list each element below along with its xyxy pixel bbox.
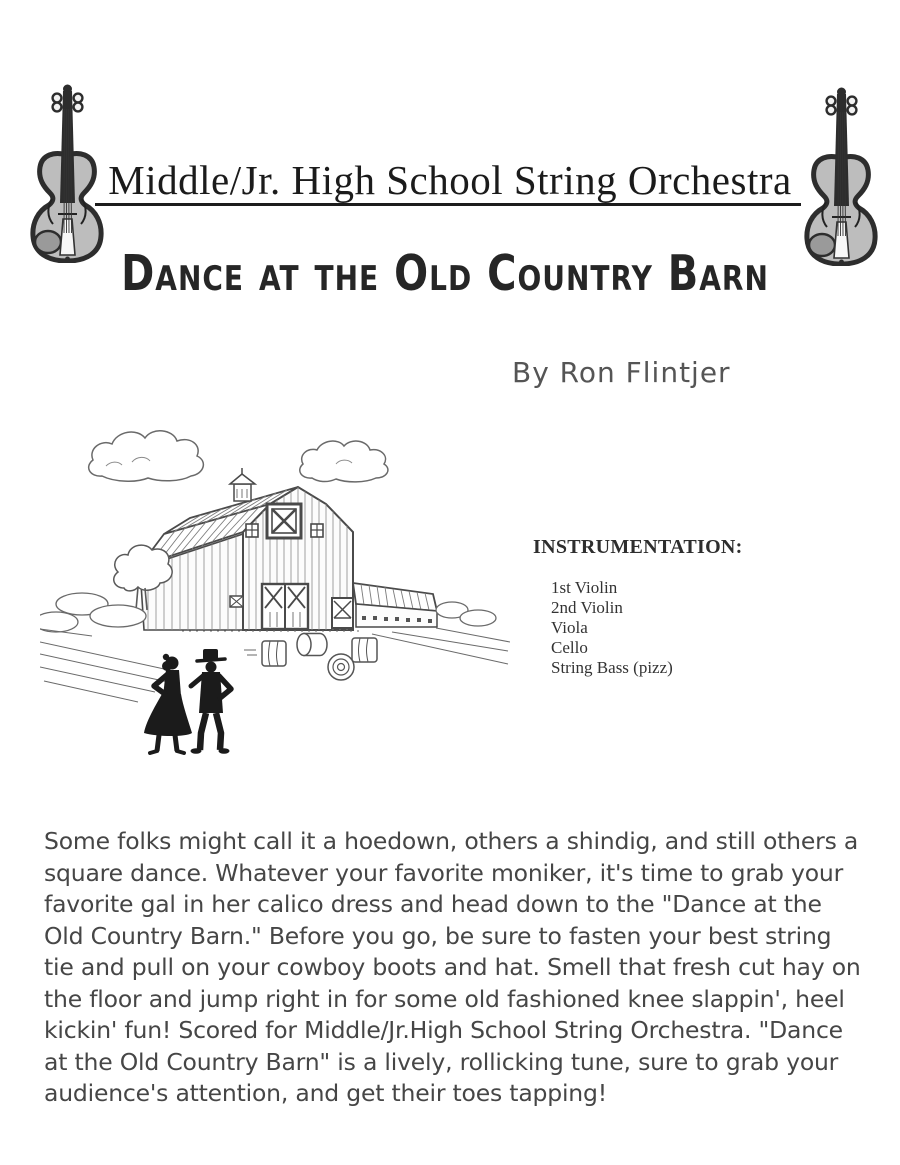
instrumentation-list bbox=[533, 578, 793, 678]
series-title: Middle/Jr. High School String Orchestra bbox=[108, 157, 792, 203]
hayloft-window-icon bbox=[267, 504, 301, 538]
title-underline bbox=[95, 203, 801, 206]
list-item: 1st Violin bbox=[551, 578, 618, 597]
composer-byline: By Ron Flintjer bbox=[512, 356, 731, 389]
description-paragraph: Some folks might call it a hoedown, others a shindig, and still others a square dance. Whatever your favorite moniker, it's time to grab your favorite gal in her calico dress and head down to the "Dance at the Old Country Barn." Before you go, be sure to fasten your best string tie and pull on your cowboy boots and hat. Smell that fresh cut hay on the floor and jump right in for some old fashioned knee slappin', heel kickin' fun! Scored for Middle/Jr.High School String Orchestra. "Dance at the Old Country Barn" is a lively, rollicking tune, sure to grab your audience's attention, and get their toes tapping! bbox=[44, 827, 861, 1107]
piece-title: Dance at the Old Country Barn bbox=[121, 246, 769, 303]
barn-scene-illustration bbox=[40, 420, 510, 780]
list-item: 2nd Violin bbox=[551, 598, 623, 617]
barn-icon bbox=[140, 468, 353, 632]
cupola-icon bbox=[230, 468, 255, 501]
list-item: String Bass (pizz) bbox=[551, 658, 673, 677]
shed-icon bbox=[353, 583, 437, 627]
barn-door-icon bbox=[262, 584, 308, 629]
list-item: Viola bbox=[551, 618, 588, 637]
list-item: Cello bbox=[551, 638, 588, 657]
instrumentation-heading: INSTRUMENTATION: bbox=[533, 536, 743, 558]
dancing-couple-icon bbox=[144, 649, 231, 754]
instrumentation-section bbox=[533, 536, 793, 678]
clouds-icon bbox=[89, 431, 388, 482]
hay-bales-icon bbox=[262, 634, 377, 681]
